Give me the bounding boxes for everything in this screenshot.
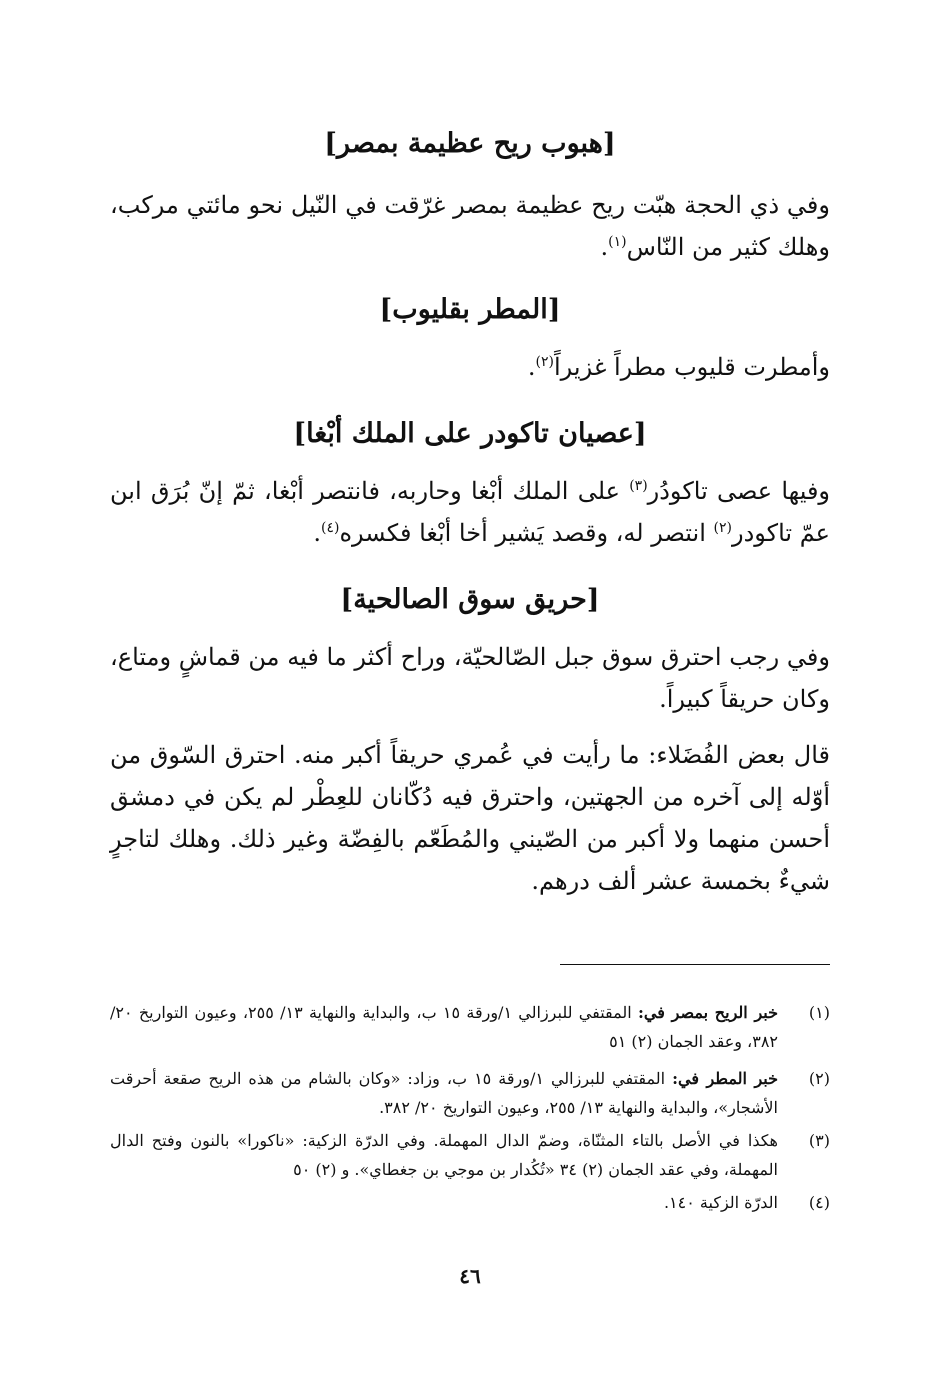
- footnote-1: (١) خبر الريح بمصر في: المقتفي للبرزالي ١/ورقة ١٥ ب، والبداية والنهاية ١٣/ ٢٥٥، وعيون التواريخ ٢٠/ ٣٨٢، وعقد الجمان (٢) ٥١: [110, 998, 830, 1056]
- footnote-ref: (١): [608, 234, 627, 250]
- footnote-4: (٤) الدرّة الزكية ١٤٠.: [110, 1188, 830, 1217]
- paragraph-fire-quote: قال بعض الفُضَلاء: ما رأيت في عُمري حريقاً أكبر منه. احترق السّوق من أوّله إلى آخره من الجهتين، واحترق فيه دُكّانان للعِطْر لم يكن في دمشق أحسن منهما ولا أكبر من الصّيني والمُطَعّم بالفِضّة وغير ذلك. وهلك لتاجرٍ شيءٌ بخمسة عشر ألف درهم.: [110, 741, 830, 895]
- footnote-separator: [560, 964, 830, 965]
- footnote-ref: (٢): [535, 354, 554, 370]
- footnote-ref: (٢): [713, 520, 732, 536]
- paragraph-rain: وأمطرت قليوب مطراً غزيراً$^{(٢)}$.: [527, 353, 830, 381]
- footnote-ref: (٤): [321, 520, 340, 536]
- footnote-ref: (٣): [629, 478, 648, 494]
- page-number: ٤٦: [459, 1264, 481, 1288]
- paragraph-wind: وفي ذي الحجة هبّت ريح عظيمة بمصر غرّقت في النّيل نحو مائتي مركب، وهلك كثير من النّاس$^{(١)}$.: [110, 191, 830, 261]
- paragraph-rebellion: وفيها عصى تاكودُر$^{(٣)}$ على الملك أبْغا وحاربه، فانتصر أبْغا، ثمّ إنّ بُرَق ابن عمّ تاكودر$^{(٢)}$ انتصر له، وقصد يَشير أخا أبْغا فكسره$^{(٤)}$.: [110, 477, 831, 547]
- section-heading-rain: [المطر بقليوب]: [379, 294, 561, 325]
- footnote-number: (٤): [808, 1193, 830, 1212]
- footnote-number: (٣): [808, 1131, 830, 1150]
- section-heading-fire: [حريق سوق الصالحية]: [340, 584, 600, 615]
- section-heading-rebellion: [عصيان تاكودر على الملك أبْغا]: [293, 418, 647, 449]
- footnote-number: (٢): [808, 1069, 830, 1088]
- footnote-2: (٢) خبر المطر في: المقتفي للبرزالي ١/ورقة ١٥ ب، وزاد: «وكان بالشام من هذه الريح صقعة أحرقت الأشجار»، والبداية والنهاية ١٣/ ٢٥٥، وعيون التواريخ ٢٠/ ٣٨٢.: [110, 1064, 830, 1122]
- footnote-3: (٣) هكذا في الأصل بالتاء المثنّاة، وضمّ الدال المهملة. وفي الدرّة الزكية: «ناكورا» بالنون وفتح الدال المهملة، وفي عقد الجمان (٢) ٣٤ «تُكُدار بن موجي بن جغطاي». و (٢) ٥٠: [110, 1126, 830, 1184]
- footnote-number: (١): [808, 1003, 830, 1022]
- paragraph-fire: وفي رجب احترق سوق جبل الصّالحيّة، وراح أكثر ما فيه من قماشٍ ومتاع، وكان حريقاً كبيراً.: [110, 643, 830, 713]
- section-heading-wind: [هبوب ريح عظيمة بمصر]: [324, 128, 616, 159]
